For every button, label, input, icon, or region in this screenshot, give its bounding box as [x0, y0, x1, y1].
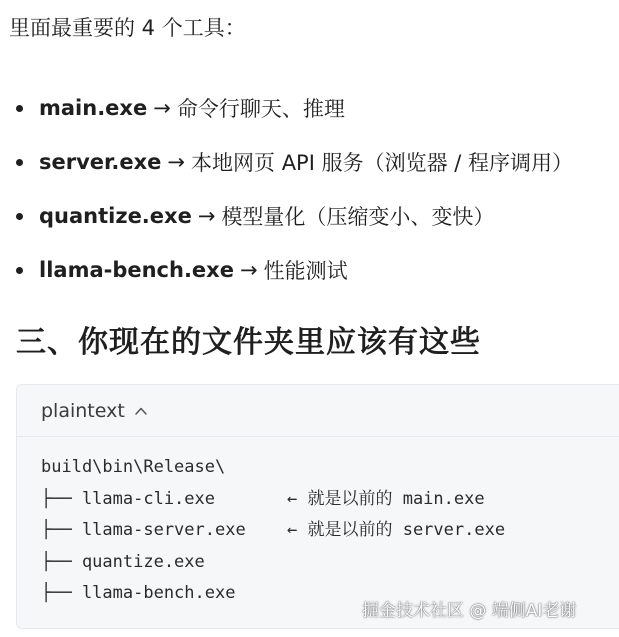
- intro-text: 里面最重要的 4 个工具：: [9, 16, 246, 40]
- arrow-icon: →: [197, 204, 216, 228]
- bullet-icon: [16, 213, 23, 220]
- bullet-icon: [16, 105, 23, 112]
- tool-item-quantize: [16, 189, 573, 243]
- tool-item-llama-bench: [16, 243, 573, 297]
- arrow-icon: →: [239, 258, 258, 282]
- bullet-icon: [16, 159, 23, 166]
- tool-description: 模型量化（压缩变小、变快）: [221, 205, 495, 229]
- bullet-icon: [16, 267, 23, 274]
- code-comment: ← 就是以前的 server.exe: [287, 520, 506, 540]
- code-line: [41, 515, 505, 547]
- tool-name: quantize.exe: [39, 204, 192, 228]
- code-line: [41, 452, 505, 484]
- code-path: ├── llama-bench.exe: [41, 583, 236, 603]
- tool-item-server: [16, 135, 573, 189]
- code-path: ├── quantize.exe: [41, 551, 205, 572]
- watermark: 掘金技术社区 @ 端侧AI老谢: [362, 601, 577, 621]
- code-content: [41, 452, 505, 610]
- tool-description: 命令行聊天、推理: [176, 97, 345, 121]
- code-block-header[interactable]: [17, 385, 619, 437]
- tool-description: 性能测试: [263, 259, 348, 283]
- code-block: [16, 384, 619, 629]
- code-path: ├── llama-server.exe: [41, 520, 246, 540]
- code-language-label: plaintext: [41, 399, 125, 422]
- code-path: ├── llama-cli.exe: [41, 488, 215, 509]
- code-line: [41, 484, 505, 516]
- tool-name: llama-bench.exe: [39, 258, 234, 282]
- tool-name: server.exe: [39, 150, 162, 174]
- chevron-up-icon[interactable]: [133, 403, 149, 419]
- tool-list: [16, 81, 573, 297]
- arrow-icon: →: [153, 96, 171, 120]
- arrow-icon: →: [167, 150, 186, 174]
- code-line: [41, 547, 505, 579]
- tool-description: 本地网页 API 服务（浏览器 / 程序调用）: [191, 151, 574, 175]
- tool-name: main.exe: [39, 96, 148, 120]
- code-path: build\bin\Release\: [41, 457, 226, 477]
- code-comment: ← 就是以前的 main.exe: [287, 488, 485, 509]
- section-heading: 三、你现在的文件夹里应该有这些: [16, 325, 481, 360]
- tool-item-main: [16, 81, 573, 135]
